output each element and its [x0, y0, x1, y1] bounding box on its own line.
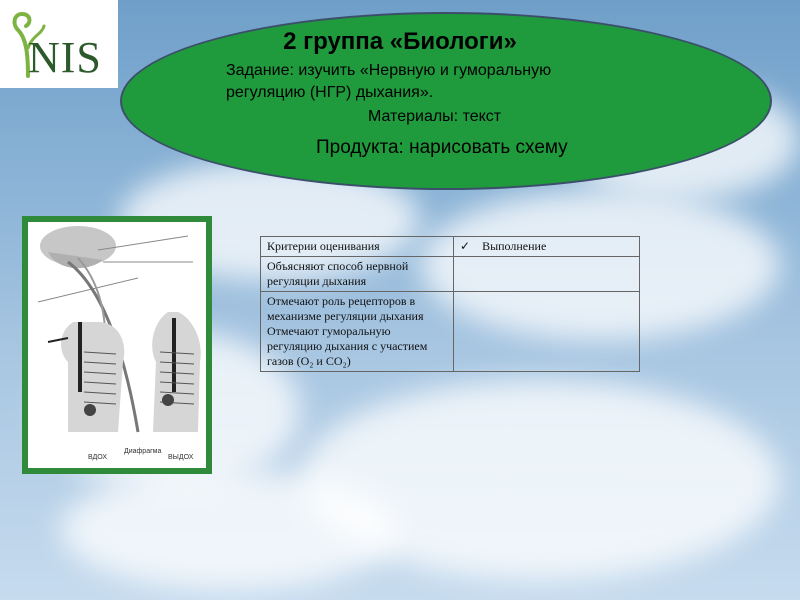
task-line-2: регуляцию (НГР) дыхания». [226, 84, 434, 101]
materials-text: Материалы: текст [368, 108, 502, 125]
row-done [454, 257, 640, 292]
cloud [60, 470, 400, 590]
row-criteria: Объясняют способ нервной регуляции дыхания [261, 257, 454, 292]
table-row [261, 292, 640, 372]
task-line-1: Задание: изучить «Нервную и гуморальную [226, 62, 552, 79]
checkmark-icon: ✓ [460, 239, 471, 253]
header-done [454, 237, 640, 257]
breathing-diagram [28, 222, 206, 468]
row-done [454, 292, 640, 372]
product-text: Продукта: нарисовать схему [316, 137, 568, 158]
caption-exhale: ВЫДОХ [168, 454, 194, 461]
logo-text: NIS [28, 33, 102, 82]
criteria-table [260, 236, 640, 372]
table-header-row [261, 237, 640, 257]
group-title: 2 группа «Биологи» [283, 28, 517, 55]
header-done-label: Выполнение [482, 239, 547, 253]
caption-diaphragm: Диафрагма [124, 448, 162, 455]
row-criteria: Отмечают роль рецепторов в механизме регуляции дыхания Отмечают гуморальную регуляцию дыхания с участием газов (O₂ и CO₂) [261, 292, 454, 372]
table-row [261, 257, 640, 292]
caption-inhale: ВДОХ [88, 454, 108, 461]
respiration-regulation-illustration [28, 222, 206, 468]
header-criteria: Критерии оценивания [261, 237, 454, 257]
